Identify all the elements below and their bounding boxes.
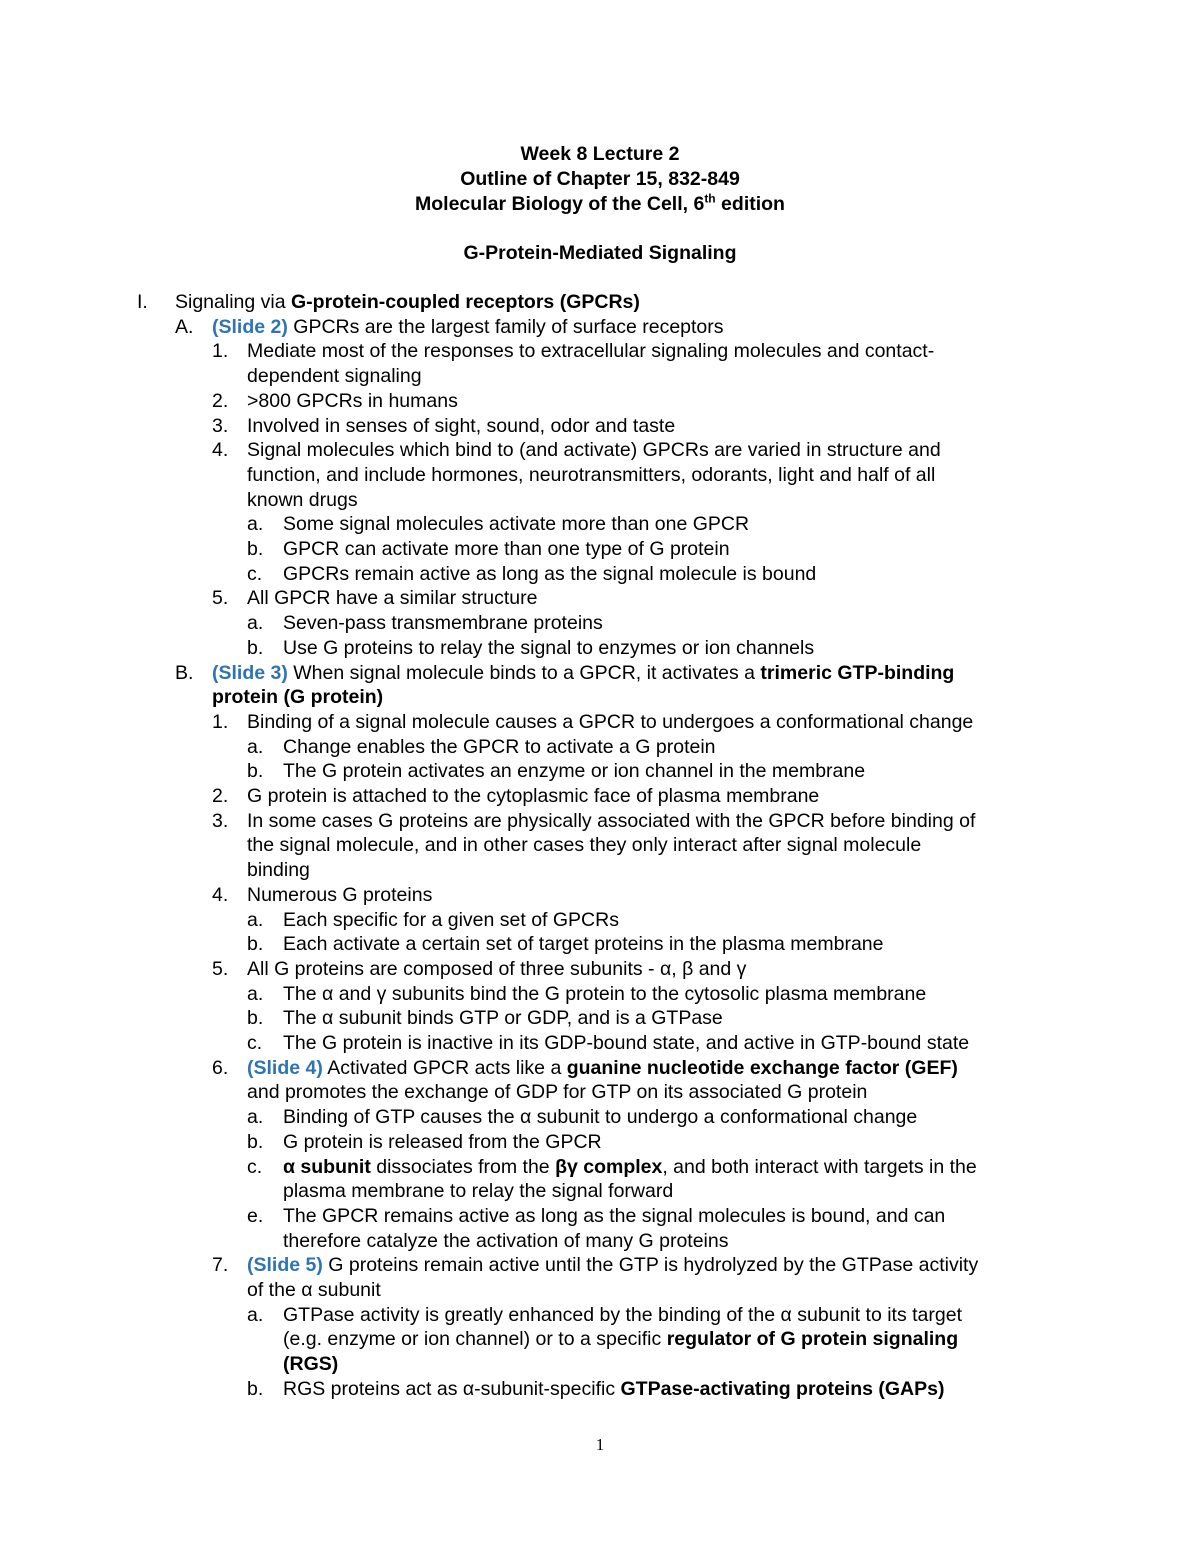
line-text [283, 562, 816, 586]
line-text [283, 1179, 673, 1203]
outline-line [0, 586, 1200, 610]
list-marker: b. [247, 637, 264, 659]
text-run: Each activate a certain set of target proteins in the plasma membrane [283, 933, 884, 955]
page-number: 1 [595, 1435, 605, 1454]
bold-term: βγ complex [555, 1156, 663, 1178]
outline-line [0, 1327, 1200, 1351]
outline-line [0, 957, 1200, 981]
list-marker: c. [247, 1156, 263, 1178]
outline-line [0, 1278, 1200, 1302]
line-text [283, 1303, 962, 1327]
line-text [247, 488, 358, 512]
outline-line [0, 512, 1200, 536]
text-run: the signal molecule, and in other cases they only interact after signal molecule [247, 834, 922, 856]
text-run: Binding of a signal molecule causes a GPCR to undergoes a conformational change [247, 711, 974, 733]
list-marker: 5. [212, 958, 229, 980]
line-text [283, 1229, 728, 1253]
outline-line [0, 1253, 1200, 1277]
line-text [247, 710, 973, 734]
line-text [283, 636, 814, 660]
outline-line [0, 414, 1200, 438]
outline-line [0, 1155, 1200, 1179]
list-marker: B. [175, 662, 194, 684]
list-marker: b. [247, 760, 264, 782]
outline-line [0, 611, 1200, 635]
text-run: dissociates from the [370, 1156, 556, 1178]
outline-line [0, 1080, 1200, 1104]
text-run: , and both interact with targets in the [662, 1156, 977, 1178]
text-run: The α subunit binds GTP or GDP, and is a GTPase [283, 1007, 723, 1029]
outline-line [0, 858, 1200, 882]
list-marker: c. [247, 1032, 263, 1054]
text-run: G protein is attached to the cytoplasmic face of plasma membrane [247, 785, 820, 807]
text-run: The α and γ subunits bind the G protein to the cytosolic plasma membrane [283, 983, 927, 1005]
text-run: All GPCR have a similar structure [247, 587, 538, 609]
line-text [283, 982, 926, 1006]
list-marker: a. [247, 513, 264, 535]
outline-line [0, 290, 1200, 314]
outline-line [0, 1179, 1200, 1203]
outline-line [0, 759, 1200, 783]
list-marker: b. [247, 1131, 264, 1153]
bold-term: GTPase-activating proteins (GAPs) [620, 1378, 945, 1400]
line-text [247, 414, 675, 438]
text-run: When signal molecule binds to a GPCR, it activates a [287, 662, 761, 684]
header-book: Molecular Biology of the Cell, 6th edition [415, 191, 785, 215]
line-text [283, 1130, 602, 1154]
line-text [212, 685, 383, 709]
outline-line [0, 463, 1200, 487]
outline-line [0, 636, 1200, 660]
line-text [212, 661, 954, 685]
text-run: GPCRs are the largest family of surface receptors [287, 316, 724, 338]
text-run: of the α subunit [247, 1279, 381, 1301]
outline-line [0, 389, 1200, 413]
text-run: Numerous G proteins [247, 884, 433, 906]
list-marker: 6. [212, 1057, 229, 1079]
outline-line [0, 809, 1200, 833]
outline-line [0, 537, 1200, 561]
text-run: All G proteins are composed of three subunits - α, β and γ [247, 958, 747, 980]
list-marker: 3. [212, 415, 229, 437]
list-marker: a. [247, 909, 264, 931]
text-run: The G protein activates an enzyme or ion channel in the membrane [283, 760, 866, 782]
text-run: Signaling via [175, 291, 291, 313]
line-text [247, 1253, 978, 1277]
list-marker: e. [247, 1205, 264, 1227]
bold-term: protein (G protein) [212, 686, 384, 708]
list-marker: b. [247, 933, 264, 955]
text-run: RGS proteins act as α-subunit-specific [283, 1378, 621, 1400]
text-run: plasma membrane to relay the signal forward [283, 1180, 674, 1202]
outline-line [0, 438, 1200, 462]
bold-term: regulator of G protein signaling [666, 1328, 959, 1350]
list-marker: A. [175, 316, 194, 338]
text-run: therefore catalyze the activation of many G proteins [283, 1230, 729, 1252]
text-run: Activated GPCR acts like a [322, 1057, 567, 1079]
text-run: In some cases G proteins are physically associated with the GPCR before binding of [247, 810, 976, 832]
line-text [283, 1105, 917, 1129]
text-run: Use G proteins to relay the signal to enzymes or ion channels [283, 637, 815, 659]
outline-line [0, 562, 1200, 586]
header-week: Week 8 Lecture 2 [520, 143, 680, 165]
text-run: GPCR can activate more than one type of G protein [283, 538, 730, 560]
text-run: Each specific for a given set of GPCRs [283, 909, 619, 931]
list-marker: a. [247, 983, 264, 1005]
bold-term: guanine nucleotide exchange factor (GEF) [566, 1057, 958, 1079]
text-run: function, and include hormones, neurotransmitters, odorants, light and half of all [247, 464, 936, 486]
text-run: known drugs [247, 489, 358, 511]
line-text [283, 611, 603, 635]
line-text [247, 463, 935, 487]
line-text [283, 1006, 723, 1030]
slide-reference: (Slide 4) [247, 1057, 323, 1079]
bold-term: (RGS) [283, 1353, 339, 1375]
outline-line [0, 364, 1200, 388]
list-marker: I. [137, 291, 148, 313]
list-marker: 4. [212, 439, 229, 461]
list-marker: b. [247, 1007, 264, 1029]
list-marker: a. [247, 612, 264, 634]
text-run: and promotes the exchange of GDP for GTP on its associated G protein [247, 1081, 868, 1103]
list-marker: 3. [212, 810, 229, 832]
line-text [247, 883, 432, 907]
outline-line [0, 488, 1200, 512]
outline-line [0, 1229, 1200, 1253]
text-run: dependent signaling [247, 365, 422, 387]
line-text [247, 364, 422, 388]
outline-line [0, 932, 1200, 956]
bold-term: α subunit [283, 1156, 371, 1178]
line-text [283, 512, 749, 536]
list-marker: 2. [212, 390, 229, 412]
list-marker: a. [247, 1304, 264, 1326]
text-run: The GPCR remains active as long as the signal molecules is bound, and can [283, 1205, 946, 1227]
outline-line [0, 1204, 1200, 1228]
outline-line [0, 685, 1200, 709]
text-run: Mediate most of the responses to extracellular signaling molecules and contact- [247, 340, 935, 362]
outline-line [0, 1130, 1200, 1154]
list-marker: 4. [212, 884, 229, 906]
outline-line [0, 833, 1200, 857]
outline-line [0, 908, 1200, 932]
list-marker: 1. [212, 711, 229, 733]
line-text [283, 759, 865, 783]
text-run: G protein is released from the GPCR [283, 1131, 602, 1153]
outline-line [0, 1303, 1200, 1327]
text-run: Binding of GTP causes the α subunit to undergo a conformational change [283, 1106, 918, 1128]
bold-term: G-protein-coupled receptors (GPCRs) [291, 291, 640, 313]
list-marker: b. [247, 1378, 264, 1400]
outline-line [0, 1105, 1200, 1129]
line-text [247, 1080, 867, 1104]
outline-line [0, 1056, 1200, 1080]
text-run: GTPase activity is greatly enhanced by the binding of the α subunit to its target [283, 1304, 962, 1326]
outline-line [0, 735, 1200, 759]
line-text [247, 858, 310, 882]
line-text [283, 735, 716, 759]
text-run: >800 GPCRs in humans [247, 390, 458, 412]
line-text [247, 1056, 958, 1080]
line-text [283, 537, 730, 561]
text-run: (e.g. enzyme or ion channel) or to a specific [283, 1328, 667, 1350]
slide-reference: (Slide 2) [212, 316, 288, 338]
outline-line [0, 1377, 1200, 1401]
outline-line [0, 982, 1200, 1006]
list-marker: 1. [212, 340, 229, 362]
text-run: GPCRs remain active as long as the signal molecule is bound [283, 563, 817, 585]
line-text [247, 957, 746, 981]
line-text [283, 1204, 945, 1228]
line-text [247, 809, 975, 833]
line-text [283, 932, 883, 956]
text-run: Change enables the GPCR to activate a G protein [283, 736, 716, 758]
outline-line [0, 1006, 1200, 1030]
line-text [247, 1278, 381, 1302]
list-marker: 5. [212, 587, 229, 609]
outline-line [0, 661, 1200, 685]
list-marker: b. [247, 538, 264, 560]
outline-line [0, 710, 1200, 734]
line-text [175, 290, 640, 314]
line-text [283, 1352, 338, 1376]
outline-line [0, 315, 1200, 339]
line-text [247, 833, 921, 857]
outline-line [0, 883, 1200, 907]
line-text [283, 1031, 969, 1055]
outline-line [0, 1352, 1200, 1376]
slide-reference: (Slide 3) [212, 662, 288, 684]
outline-line [0, 339, 1200, 363]
header-outline: Outline of Chapter 15, 832-849 [460, 168, 740, 190]
line-text [247, 389, 458, 413]
line-text [247, 438, 941, 462]
list-marker: a. [247, 736, 264, 758]
text-run: binding [247, 859, 310, 881]
text-run: Seven-pass transmembrane proteins [283, 612, 603, 634]
line-text [283, 1377, 945, 1401]
bold-term: trimeric GTP-binding [760, 662, 955, 684]
list-marker: 7. [212, 1254, 229, 1276]
list-marker: a. [247, 1106, 264, 1128]
text-run: The G protein is inactive in its GDP-bound state, and active in GTP-bound state [283, 1032, 970, 1054]
line-text [283, 1327, 958, 1351]
line-text [283, 1155, 977, 1179]
list-marker: c. [247, 563, 263, 585]
line-text [247, 586, 537, 610]
line-text [283, 908, 619, 932]
outline-line [0, 1031, 1200, 1055]
line-text [212, 315, 724, 339]
list-marker: 2. [212, 785, 229, 807]
text-run: Signal molecules which bind to (and activate) GPCRs are varied in structure and [247, 439, 941, 461]
text-run: G proteins remain active until the GTP is hydrolyzed by the GTPase activity [322, 1254, 979, 1276]
outline-line [0, 784, 1200, 808]
slide-reference: (Slide 5) [247, 1254, 323, 1276]
text-run: Some signal molecules activate more than one GPCR [283, 513, 750, 535]
text-run: Involved in senses of sight, sound, odor and taste [247, 415, 676, 437]
section-title: G-Protein-Mediated Signaling [463, 242, 737, 264]
line-text [247, 784, 819, 808]
line-text [247, 339, 934, 363]
